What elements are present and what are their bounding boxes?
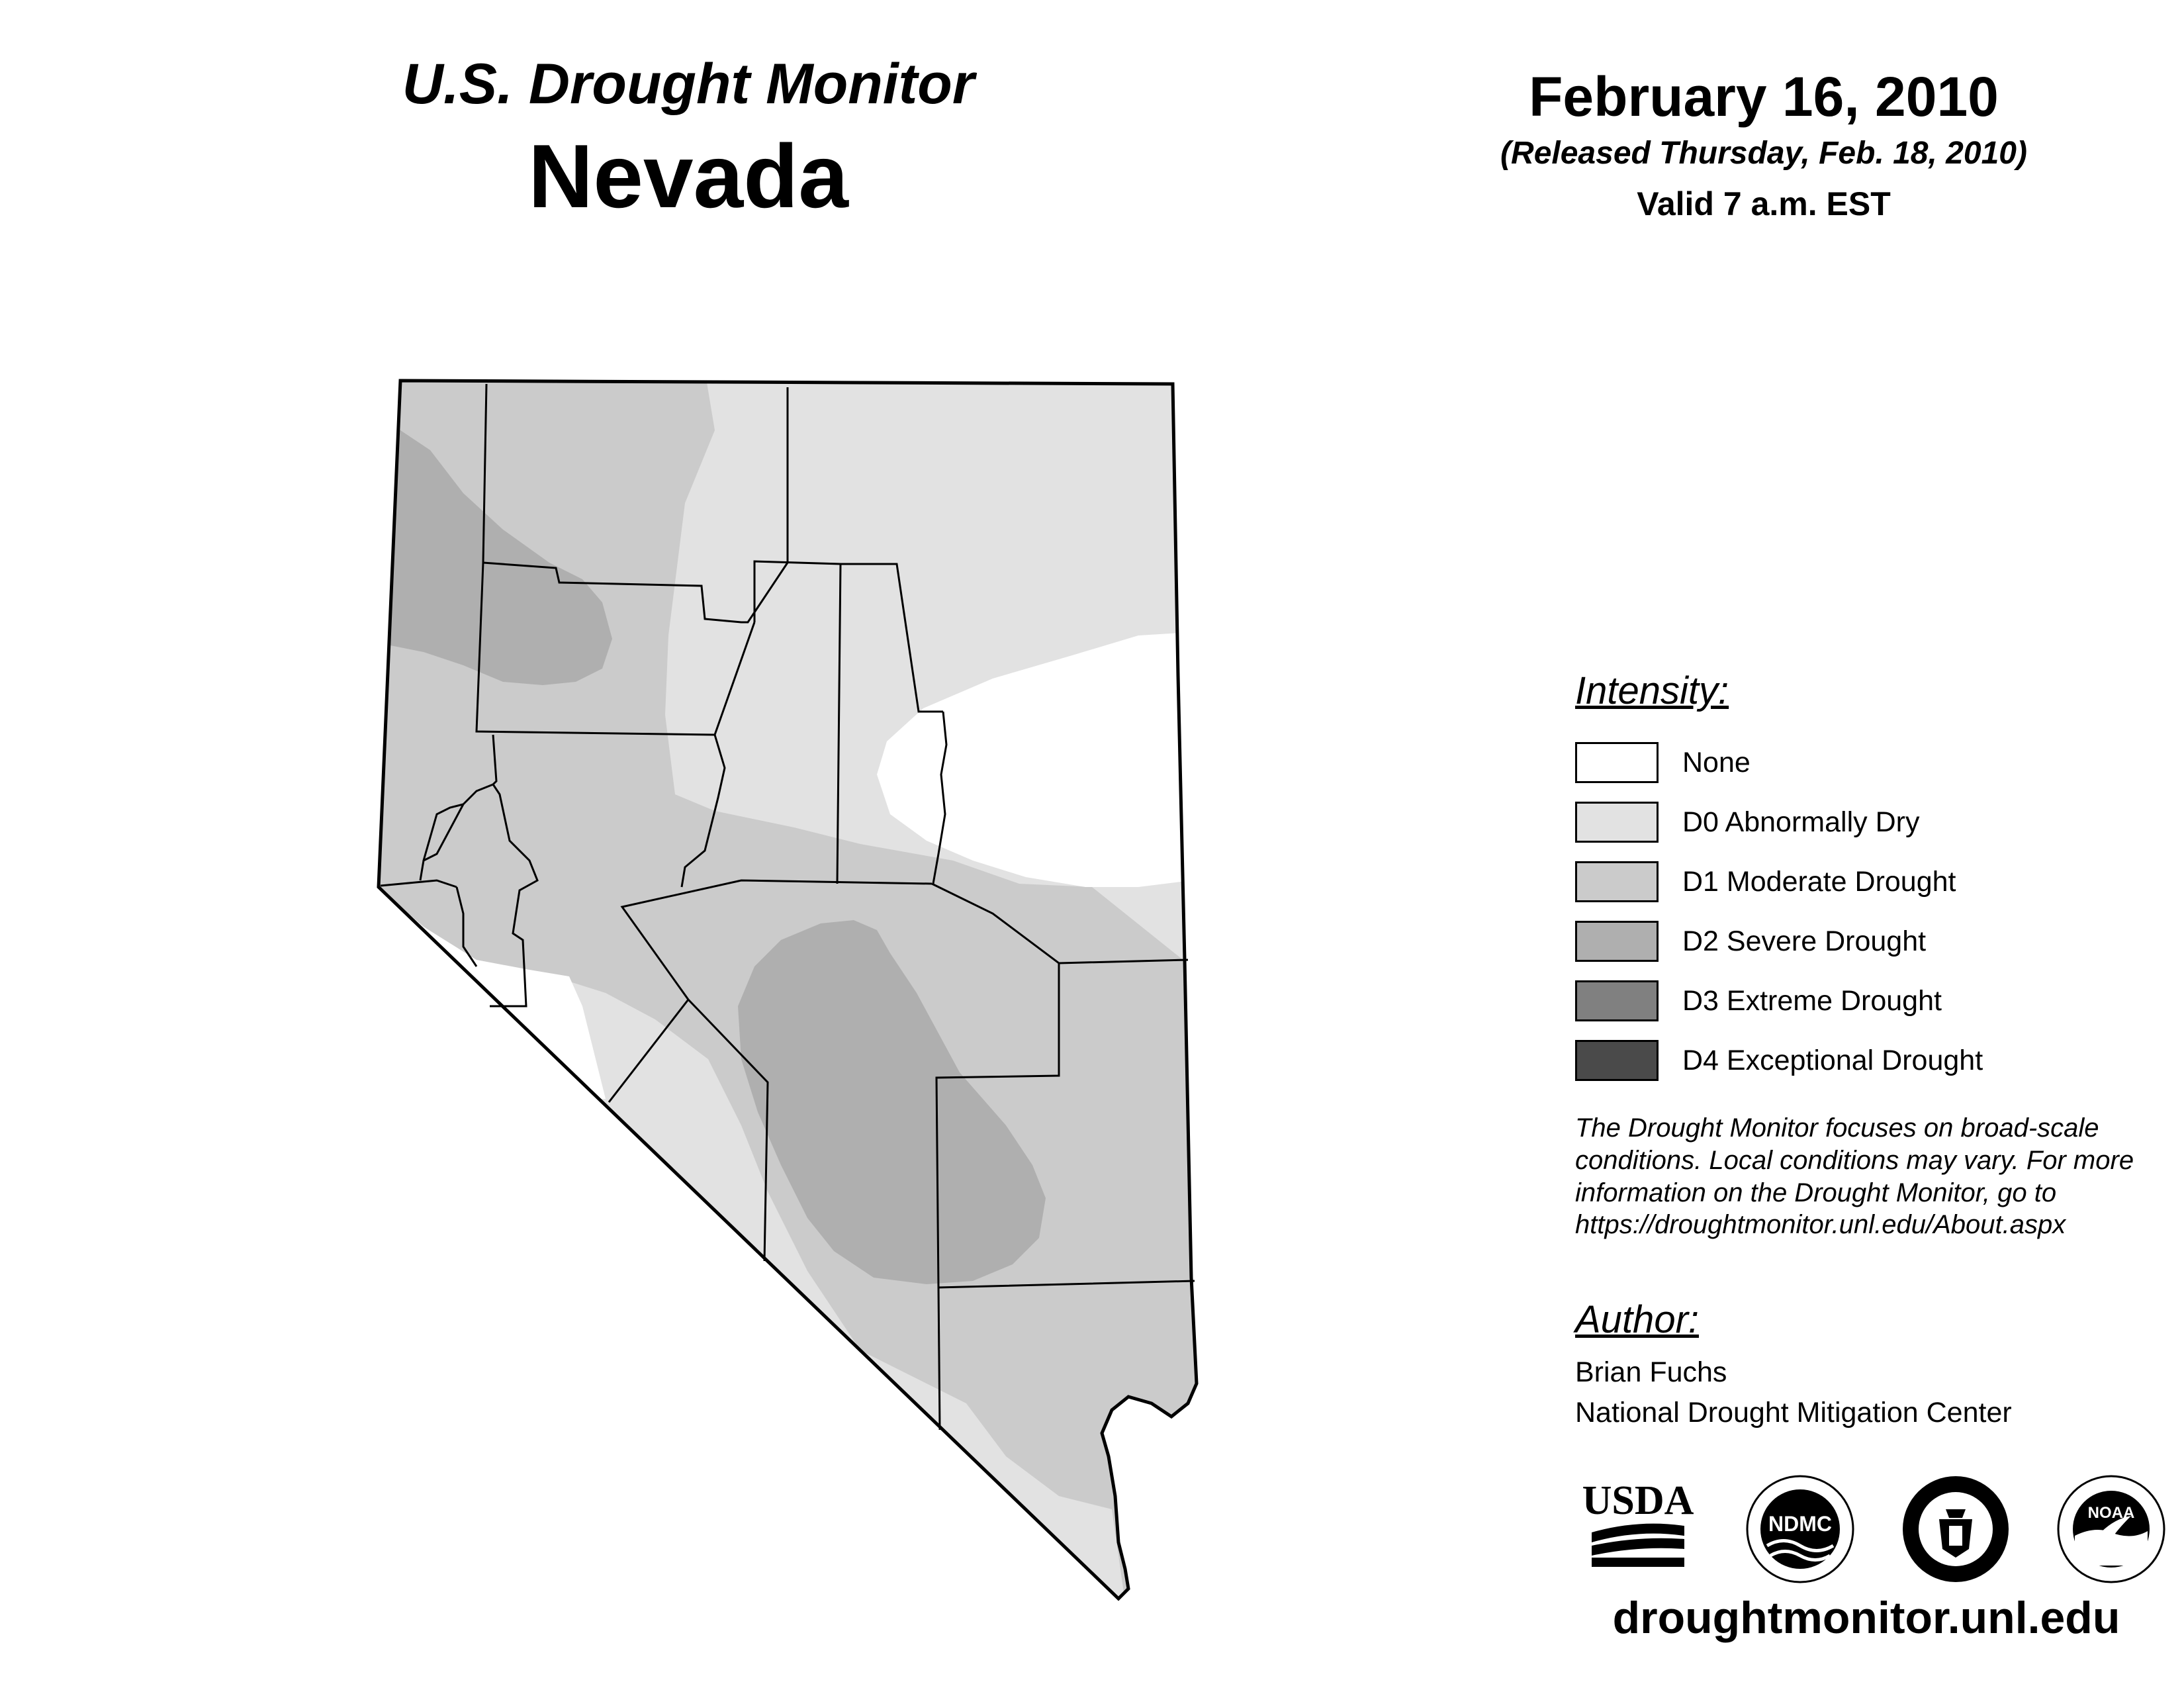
legend-item [1575, 792, 2171, 852]
disclaimer-text [1575, 1112, 2171, 1241]
site-url-link[interactable]: droughtmonitor.unl.edu [1612, 1593, 2120, 1643]
ndmc-logo [1744, 1473, 1856, 1585]
date-block [1423, 66, 2105, 223]
disclaimer-line: The Drought Monitor focuses on broad-scale [1575, 1113, 2099, 1143]
legend-label: D2 Severe Drought [1682, 925, 1927, 957]
author-title: Author: [1575, 1298, 1699, 1341]
legend-label: D0 Abnormally Dry [1682, 806, 1920, 838]
legend-title: Intensity: [1575, 669, 1729, 712]
partner-logos [1582, 1473, 2171, 1585]
legend-swatch [1575, 742, 1659, 783]
legend-rows [1575, 733, 2171, 1090]
legend-item [1575, 733, 2171, 792]
noaa-logo [2055, 1473, 2167, 1585]
release-date: (Released Thursday, Feb. 18, 2010) [1500, 136, 2027, 171]
legend-label: None [1682, 746, 1751, 778]
legend-item [1575, 971, 2171, 1031]
valid-time: Valid 7 a.m. EST [1637, 185, 1891, 223]
legend-swatch [1575, 1040, 1659, 1081]
legend-swatch [1575, 861, 1659, 902]
legend-swatch [1575, 980, 1659, 1021]
map-date: February 16, 2010 [1529, 66, 1999, 128]
map-kicker: U.S. Drought Monitor [402, 52, 975, 116]
legend-swatch [1575, 921, 1659, 962]
author-block [1575, 1297, 2171, 1433]
legend-swatch [1575, 802, 1659, 843]
legend-item [1575, 1031, 2171, 1090]
author-org: National Drought Mitigation Center [1575, 1397, 2012, 1429]
legend-label: D1 Moderate Drought [1682, 865, 1956, 898]
disclaimer-line: information on the Drought Monitor, go to [1575, 1178, 2057, 1207]
disclaimer-line: conditions. Local conditions may vary. For more [1575, 1145, 2134, 1175]
usda-logo [1582, 1473, 1694, 1572]
legend-label: D3 Extreme Drought [1682, 984, 1942, 1017]
ndmc-logo-text: NDMC [1768, 1512, 1832, 1536]
map-state-name: Nevada [528, 125, 848, 226]
department-of-commerce-seal [1899, 1473, 2012, 1585]
noaa-logo-text: NOAA [2087, 1504, 2135, 1522]
usda-logo-text: USDA [1582, 1478, 1694, 1523]
legend-label: D4 Exceptional Drought [1682, 1044, 1983, 1076]
legend-item [1575, 912, 2171, 971]
legend-item [1575, 852, 2171, 912]
author-name: Brian Fuchs [1575, 1356, 1727, 1388]
disclaimer-url: https://droughtmonitor.unl.edu/About.aspx [1575, 1210, 2066, 1240]
legend [1575, 669, 2171, 1090]
